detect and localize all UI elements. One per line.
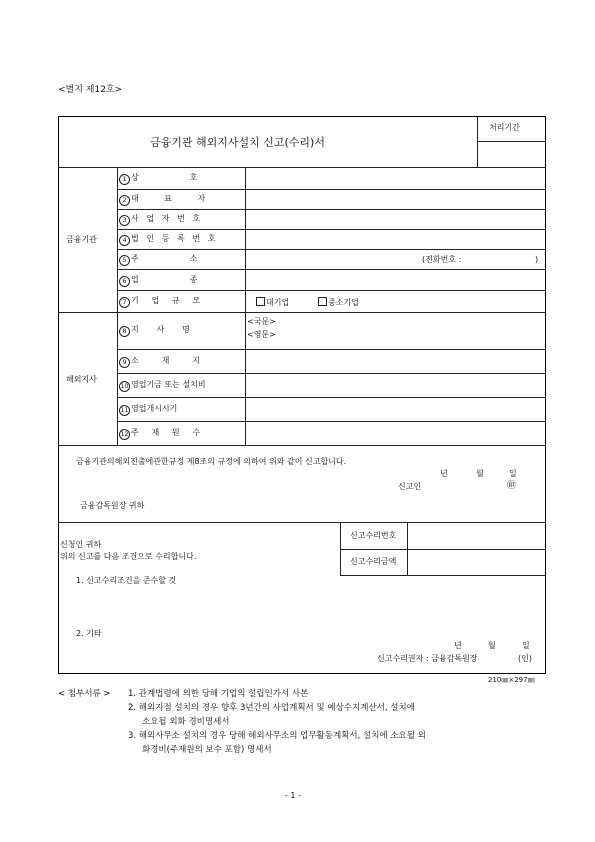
declaration-year: 년: [440, 469, 448, 478]
corp-number-input[interactable]: [246, 230, 544, 248]
capital-input[interactable]: [246, 374, 544, 396]
branch-name-korean-label: <국문>: [247, 317, 276, 326]
representative-input[interactable]: [246, 190, 544, 208]
attachment-3: 3. 해외사무소 설치의 경우 당해 해외사무소의 업무활동계획서, 설치에 소요될 외: [128, 731, 426, 741]
field-label-staff-count: 12 주 재 원 수: [120, 428, 201, 438]
location-input[interactable]: [246, 350, 544, 372]
business-number-input[interactable]: [246, 210, 544, 228]
attachments-label: < 첨부서류 >: [58, 689, 111, 699]
form-title: 금융기관 해외지사설치 신고(수리)서: [150, 136, 325, 149]
condition-1: 1. 신고수리조건을 준수할 것: [76, 576, 177, 585]
checkbox-large[interactable]: [256, 297, 265, 306]
field-label-address: 5 주 소: [119, 255, 197, 266]
field-label-corp-number: 4 법 인 등 록 번 호: [119, 235, 216, 246]
field-label-trade-name: 1 상 호: [119, 174, 197, 185]
declaration-text: 금융기관의해외진출에관한규정 제8조의 규정에 의하여 위와 같이 신고합니다.: [76, 457, 347, 466]
section-overseas-label: 해외지사: [66, 375, 97, 384]
row-line: [117, 290, 545, 291]
acceptance-text: 위의 신고를 다음 조건으로 수리합니다.: [60, 552, 197, 561]
attachment-1: 1. 관계법령에 의한 당해 기업의 설립인가서 사본: [128, 689, 309, 699]
declaration-day: 일: [509, 469, 517, 478]
declarant-name-input[interactable]: [424, 478, 504, 492]
acceptance-month: 월: [488, 641, 496, 650]
field-label-representative: 2 대 표 자: [119, 195, 205, 206]
attachment-3-cont: 화경비(주재원의 보수 포함) 명세서: [142, 745, 272, 755]
address-input[interactable]: [246, 250, 416, 268]
section-financial-label: 금융기관: [66, 235, 97, 244]
declarant-label: 신고인: [398, 482, 422, 491]
field-label-company-size: 7 기 업 규 모: [119, 297, 200, 308]
attachment-2-cont: 소요될 외화 경비명세서: [142, 717, 230, 727]
field-label-start-date: 11 영업개시시기: [120, 404, 178, 414]
checkbox-sme[interactable]: [318, 297, 327, 306]
branch-name-english-label: <영문>: [247, 330, 276, 339]
phone-close: ): [535, 255, 539, 264]
declarant-seal: ㊞: [507, 481, 517, 491]
size-option-sme[interactable]: 중소기업: [318, 297, 359, 307]
section-line: [58, 445, 545, 446]
acceptor-label: 신고수리권자 : 금융감독원장: [377, 654, 478, 663]
paper-size: 210㎜×297㎜: [488, 676, 535, 684]
trade-name-input[interactable]: [246, 168, 544, 188]
attachment-2: 2. 해외지점 설치의 경우 향후 3년간의 사업계획서 및 예상수지계산서, 설치에: [128, 703, 415, 713]
field-label-industry: 6 업 종: [119, 276, 197, 287]
acceptor-seal: (인): [518, 654, 532, 663]
field-label-business-number: 3 사 업 자 번 호: [119, 215, 200, 226]
acceptance-amount-label: 신고수리금액: [350, 557, 397, 566]
acceptance-number-label: 신고수리번호: [350, 531, 397, 540]
page-number: - 1 -: [285, 791, 301, 800]
acceptance-day: 일: [522, 641, 530, 650]
declaration-month: 월: [476, 469, 484, 478]
start-date-input[interactable]: [246, 398, 544, 420]
field-label-capital: 10 영업기금 또는 설치비: [120, 380, 206, 390]
branch-name-input[interactable]: [285, 313, 544, 348]
field-label-location: 9 소 재 지: [119, 357, 200, 368]
phone-label: (전화번호 :: [422, 255, 462, 264]
addressee: 금융감독원장 귀하: [80, 501, 145, 510]
form-number: <별지 제12호>: [58, 85, 123, 95]
processing-period-label: 처리기간: [489, 123, 520, 132]
field-label-branch-name: 8 지 사 명: [119, 326, 190, 337]
condition-2: 2. 기타: [76, 629, 102, 638]
acceptance-year: 년: [454, 641, 462, 650]
acceptance-number-input[interactable]: [408, 523, 544, 548]
staff-count-input[interactable]: [246, 422, 544, 444]
processing-period-value[interactable]: [478, 142, 544, 166]
acceptance-amount-input[interactable]: [408, 550, 544, 574]
industry-input[interactable]: [246, 270, 544, 289]
phone-input[interactable]: [475, 250, 531, 268]
size-option-large[interactable]: 대기업: [256, 297, 289, 307]
acceptance-bottom-line: [340, 575, 545, 576]
applicant-to: 신청인 귀하: [60, 540, 102, 549]
